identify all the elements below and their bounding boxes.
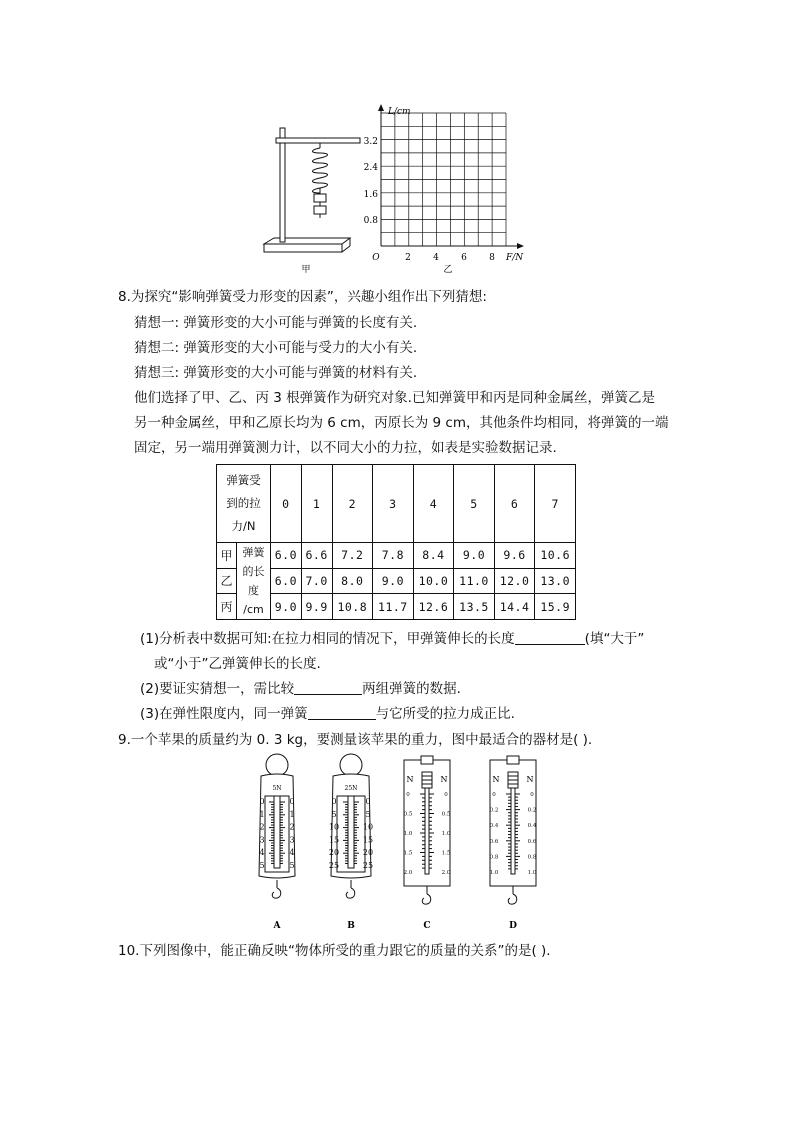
meter-a-range: 5N <box>272 785 282 792</box>
meter-b-range: 25N <box>344 785 358 792</box>
origin-label: O <box>372 253 380 263</box>
meter-b-letter: B <box>347 921 355 931</box>
spring-scale-a <box>259 754 295 898</box>
meter-tick-label: 0 <box>406 792 410 798</box>
value-cell: 12.6 <box>413 594 454 620</box>
meter-tick-label: 1.0 <box>489 870 499 876</box>
meter-tick-label: 0.5 <box>441 811 451 818</box>
value-cell: 6.6 <box>301 543 332 569</box>
answer-blank[interactable] <box>294 680 362 695</box>
value-cell: 6.0 <box>271 568 302 594</box>
grid-chart <box>364 104 525 275</box>
value-cell: 9.0 <box>454 543 495 569</box>
meter-tick-label: 20 <box>362 848 374 858</box>
value-cell: 12.0 <box>494 568 535 594</box>
force-cell: 6 <box>494 465 535 543</box>
q8-sub2 <box>140 680 461 698</box>
q9-stem: 9.一个苹果的质量约为 0. 3 kg，要测量该苹果的重力，图中最适合的器材是( ). <box>118 732 593 748</box>
value-cell: 10.0 <box>413 568 454 594</box>
meter-tick-label: 3 <box>289 835 295 845</box>
force-header-line: 到的拉 <box>226 496 261 510</box>
x-tick: 2 <box>405 253 411 263</box>
value-cell: 13.0 <box>535 568 576 594</box>
meter-tick-label: 0.8 <box>527 854 537 861</box>
value-cell: 13.5 <box>454 594 495 620</box>
value-cell: 10.8 <box>332 594 373 620</box>
meter-tick-label: 15 <box>362 835 374 845</box>
spring-data-table <box>216 464 576 620</box>
y-tick: 1.6 <box>363 190 378 200</box>
meter-tick-label: 0.4 <box>489 823 499 830</box>
value-cell: 10.6 <box>535 543 576 569</box>
q8-sub2-text: (2)要证实猜想一，需比较 <box>140 681 295 697</box>
value-cell: 7.2 <box>332 543 373 569</box>
force-header-line: 弹簧受 <box>226 473 261 487</box>
meter-a-letter: A <box>273 921 281 931</box>
meter-d-unit-left: N <box>492 775 500 784</box>
force-cell: 1 <box>301 465 332 543</box>
q8-sub1-hint: (填“大于” <box>584 631 645 647</box>
value-cell: 8.0 <box>332 568 373 594</box>
meter-tick-label: 2.0 <box>403 870 413 876</box>
table-row <box>217 568 576 594</box>
q8-sub1-text: (1)分析表中数据可知:在拉力相同的情况下，甲弹簧伸长的长度 <box>140 631 515 647</box>
value-cell: 9.0 <box>271 594 302 620</box>
meter-tick-label: 1.0 <box>527 870 537 876</box>
stand-caption: 甲 <box>301 265 311 275</box>
figure-stand-and-grid <box>250 100 540 280</box>
meter-c-unit-left: N <box>406 775 414 784</box>
meter-d-letter: D <box>509 921 517 931</box>
meter-tick-label: 1 <box>259 809 265 819</box>
meter-tick-label: 5 <box>289 861 295 870</box>
meter-tick-label: 2 <box>289 822 295 832</box>
value-cell: 11.0 <box>454 568 495 594</box>
length-label-line: /cm <box>243 603 264 616</box>
meter-tick-label: 0.2 <box>527 807 537 814</box>
meter-tick-label: 2.0 <box>441 870 451 876</box>
q8-guess-1: 猜想一: 弹簧形变的大小可能与弹簧的长度有关. <box>134 315 418 331</box>
row-name-yi: 乙 <box>217 568 237 594</box>
meter-tick-label: 0.2 <box>489 807 499 814</box>
row-name-bing: 丙 <box>217 594 237 620</box>
q8-sub2-tail: 两组弹簧的数据. <box>362 681 461 697</box>
row-name-jia: 甲 <box>217 543 237 569</box>
x-tick: 8 <box>489 253 495 263</box>
meter-tick-label: 3 <box>259 835 265 845</box>
force-cell: 3 <box>373 465 414 543</box>
meter-c-unit-right: N <box>440 775 448 784</box>
meter-tick-label: 5 <box>331 809 337 819</box>
meter-tick-label: 0.6 <box>489 838 499 845</box>
meter-tick-label: 1.0 <box>403 831 413 837</box>
meter-tick-label: 2 <box>259 822 265 832</box>
value-cell: 6.0 <box>271 543 302 569</box>
q8-sub1-line1 <box>140 630 644 648</box>
meter-d-unit-right: N <box>526 775 534 784</box>
force-cell: 0 <box>271 465 302 543</box>
meter-tick-label: 0 <box>259 797 265 806</box>
q8-guess-3: 猜想三: 弹簧形变的大小可能与弹簧的材料有关. <box>134 365 418 381</box>
value-cell: 9.9 <box>301 594 332 620</box>
table-row <box>217 594 576 620</box>
meter-tick-label: 4 <box>289 848 295 858</box>
meter-tick-label: 1 <box>289 809 295 819</box>
meter-tick-label: 1.0 <box>441 831 451 837</box>
q8-sub3-text: (3)在弹性限度内，同一弹簧 <box>140 706 308 722</box>
q8-stem: 8.为探究“影响弹簧受力形变的因素”，兴趣小组作出下列猜想: <box>118 289 487 305</box>
meter-tick-label: 0 <box>492 792 496 798</box>
value-cell: 11.7 <box>373 594 414 620</box>
meter-tick-label: 10 <box>362 822 374 832</box>
meter-tick-label: 1.5 <box>441 850 451 857</box>
meter-tick-label: 0.5 <box>403 811 413 818</box>
y-tick: 0.8 <box>363 216 378 226</box>
meter-tick-label: 0.4 <box>527 823 537 830</box>
meter-tick-label: 0 <box>365 797 371 806</box>
meter-c-letter: C <box>423 921 431 931</box>
meter-tick-label: 0 <box>289 797 295 806</box>
q8-sub3-tail: 与它所受的拉力成正比. <box>375 706 515 722</box>
force-header-line: 力/N <box>231 519 256 533</box>
length-label-line: 的长 <box>242 565 265 578</box>
y-tick: 3.2 <box>363 137 378 147</box>
x-tick: 4 <box>433 253 439 263</box>
force-header-cell <box>217 465 271 543</box>
spring-scale-b <box>329 754 373 898</box>
meter-tick-label: 20 <box>328 848 340 858</box>
value-cell: 14.4 <box>494 594 535 620</box>
answer-blank[interactable] <box>308 705 376 720</box>
meter-tick-label: 25 <box>362 861 374 870</box>
q8-sub3 <box>140 705 515 723</box>
value-cell: 15.9 <box>535 594 576 620</box>
meter-tick-label: 0 <box>331 797 337 806</box>
value-cell: 9.6 <box>494 543 535 569</box>
meter-tick-label: 25 <box>328 861 340 870</box>
meter-tick-label: 15 <box>328 835 340 845</box>
q8-desc-line-3: 固定，另一端用弹簧测力计，以不同大小的力拉，如表是实验数据记录. <box>134 440 557 456</box>
force-cell: 2 <box>332 465 373 543</box>
value-cell: 7.0 <box>301 568 332 594</box>
q8-guess-2: 猜想二: 弹簧形变的大小可能与受力的大小有关. <box>134 340 418 356</box>
x-tick: 6 <box>461 253 467 263</box>
force-cell: 4 <box>413 465 454 543</box>
meter-tick-label: 1.5 <box>403 850 413 857</box>
iron-stand-diagram <box>264 128 360 252</box>
force-cell: 7 <box>535 465 576 543</box>
meter-tick-label: 0.6 <box>527 838 537 845</box>
length-label-cell <box>237 543 271 620</box>
x-axis-label: F/N <box>506 253 524 263</box>
q8-desc-line-1: 他们选择了甲、乙、丙 3 根弹簧作为研究对象.已知弹簧甲和丙是同种金属丝，弹簧乙是 <box>134 390 655 406</box>
value-cell: 7.8 <box>373 543 414 569</box>
meter-tick-label: 5 <box>259 861 265 870</box>
force-cell: 5 <box>454 465 495 543</box>
grid-caption: 乙 <box>443 265 453 275</box>
y-tick: 2.4 <box>363 163 378 173</box>
length-label-line: 弹簧 <box>242 546 265 559</box>
y-axis-label: L/cm <box>388 107 411 117</box>
meter-tick-label: 5 <box>365 809 371 819</box>
q8-desc-line-2: 另一种金属丝，甲和乙原长均为 6 cm，丙原长为 9 cm，其他条件均相同，将弹簧的一端 <box>134 415 669 431</box>
q10-stem: 10.下列图像中，能正确反映“物体所受的重力跟它的质量的关系”的是( ). <box>118 943 551 959</box>
length-label-line: 度 <box>248 584 259 597</box>
table-row <box>217 543 576 569</box>
meter-tick-label: 0 <box>444 792 448 798</box>
meter-tick-label: 10 <box>328 822 340 832</box>
answer-blank[interactable] <box>515 630 585 645</box>
meter-tick-label: 0.8 <box>489 854 499 861</box>
value-cell: 8.4 <box>413 543 454 569</box>
spring-scales-figure <box>245 752 555 934</box>
value-cell: 9.0 <box>373 568 414 594</box>
q8-sub1-line2: 或“小于”乙弹簧伸长的长度. <box>154 656 321 672</box>
meter-tick-label: 4 <box>259 848 265 858</box>
meter-tick-label: 0 <box>530 792 534 798</box>
table-header-row <box>217 465 576 543</box>
